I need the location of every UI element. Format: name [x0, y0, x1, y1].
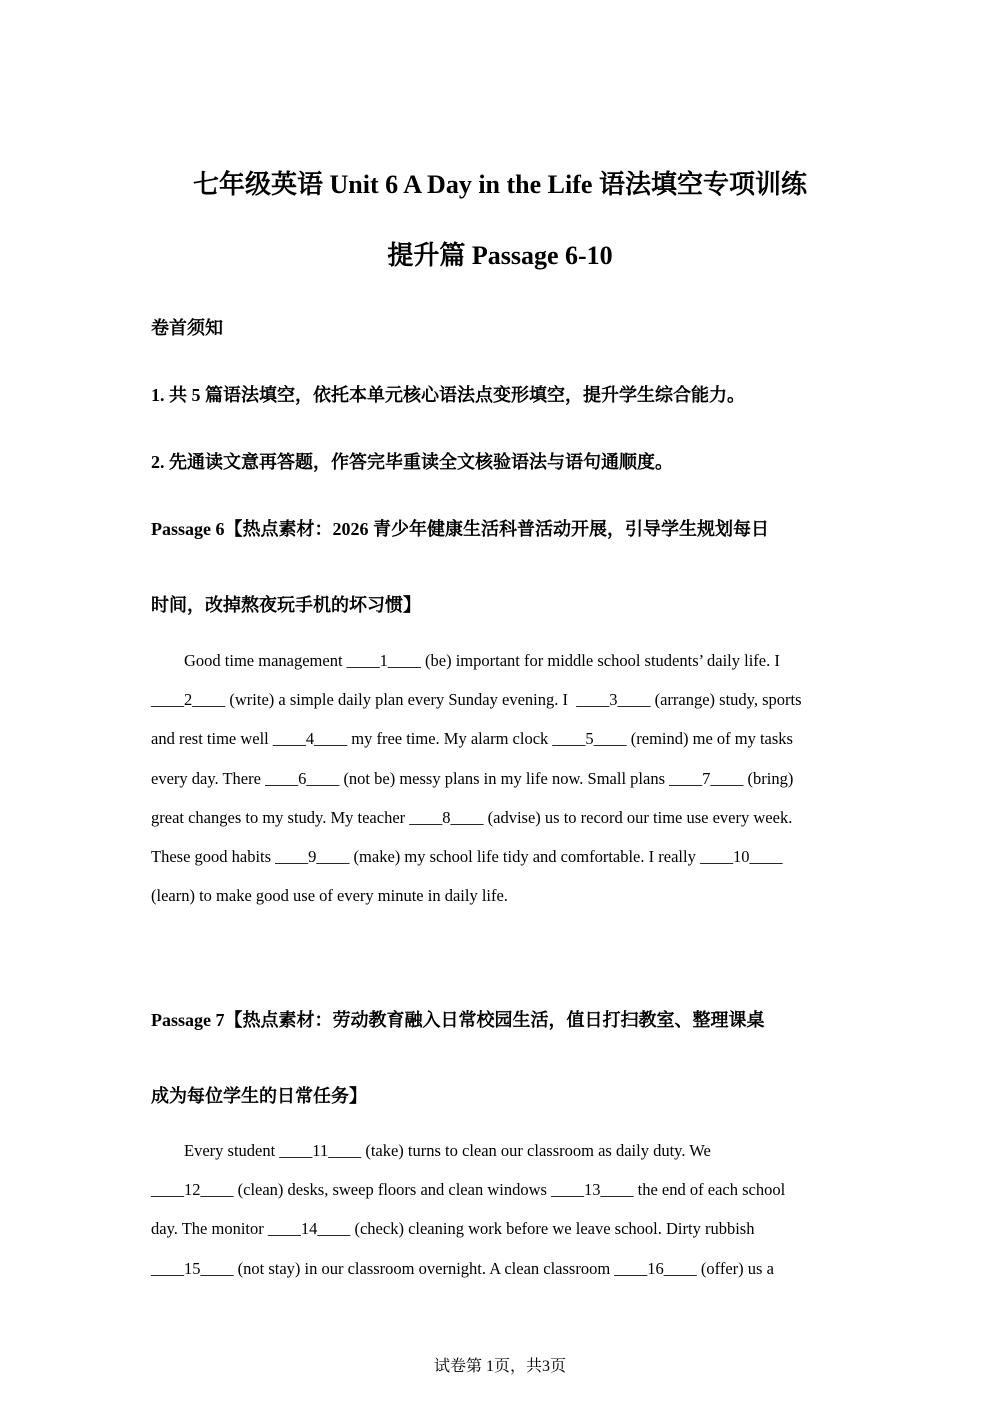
passage-6-text: [151, 650, 851, 924]
passage-6-line-6: These good habits ____9____ (make) my school life tidy and comfortable. I really ____10____: [151, 846, 783, 866]
passage-7-line-3: day. The monitor ____14____ (check) cleaning work before we leave school. Dirty rubbish: [151, 1219, 755, 1239]
passage-7-heading-line-1: Passage 7【热点素材：劳动教育融入日常校园生活，值日打扫教室、整理课桌: [151, 1010, 765, 1030]
notice-item-2: 2. 先通读文意再答题，作答完毕重读全文核验语法与语句通顺度。: [151, 452, 673, 472]
passage-7-heading: [151, 1008, 851, 1108]
passage-6-heading-line-1: Passage 6【热点素材：2026 青少年健康生活科普活动开展，引导学生规划每日: [151, 519, 769, 539]
passage-7-heading-line-2: 成为每位学生的日常任务】: [151, 1086, 367, 1106]
passage-7-line-1: Every student ____11____ (take) turns to clean our classroom as daily duty. We: [151, 1141, 711, 1160]
passage-6-line-4: every day. There ____6____ (not be) messy plans in my life now. Small plans ____7____ (bring): [151, 768, 794, 788]
page-title: 七年级英语 Unit 6 A Day in the Life 语法填空专项训练: [193, 170, 807, 199]
passage-7-line-2: ____12____ (clean) desks, sweep floors and clean windows ____13____ the end of each school: [151, 1180, 786, 1200]
notice-heading: 卷首须知: [151, 318, 223, 338]
passage-6-line-2: ____2____ (write) a simple daily plan every Sunday evening. I ____3____ (arrange) study, sports: [151, 690, 802, 710]
passage-6-line-5: great changes to my study. My teacher ____8____ (advise) us to record our time use every week.: [151, 807, 793, 827]
notice-item-1: 1. 共 5 篇语法填空，依托本单元核心语法点变形填空，提升学生综合能力。: [151, 385, 745, 405]
passage-6-line-1: Good time management ____1____ (be) important for middle school students’ daily life. I: [151, 651, 780, 670]
passage-6-line-7: (learn) to make good use of every minute in daily life.: [151, 886, 508, 906]
page-subtitle: 提升篇 Passage 6-10: [387, 241, 613, 270]
passage-7-text: [151, 1140, 851, 1297]
passage-6-heading-line-2: 时间，改掉熬夜玩手机的坏习惯】: [151, 595, 421, 615]
page-footer: 试卷第 1页，共3页: [433, 1358, 566, 1375]
passage-7-line-4: ____15____ (not stay) in our classroom overnight. A clean classroom ____16____ (offer) us a: [151, 1258, 774, 1278]
passage-6-line-3: and rest time well ____4____ my free time. My alarm clock ____5____ (remind) me of my tasks: [151, 729, 793, 749]
passage-6-heading: [151, 517, 851, 617]
